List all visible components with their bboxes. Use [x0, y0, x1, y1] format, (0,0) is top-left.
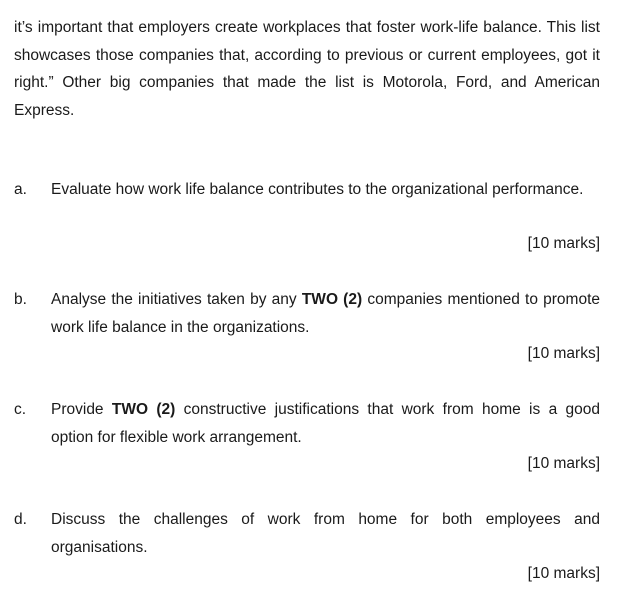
question-letter: c.	[14, 401, 27, 418]
question-text-part: Analyse the initiatives taken by any	[51, 291, 302, 308]
question-text	[51, 506, 600, 561]
question-marks: [10 marks]	[527, 235, 600, 252]
intro-paragraph: it’s important that employers create workplaces that foster work-life balance. This list showcases those companies that, according to previous or current employees, got it right.” Other big companies that made the list is Motorola, Ford, and American Express.	[14, 19, 600, 119]
question-marks: [10 marks]	[527, 455, 600, 472]
question-text	[51, 286, 600, 341]
question-letter: a.	[14, 181, 27, 198]
question-text-part: Discuss the challenges of work from home for both employees and organisations.	[51, 511, 600, 556]
question-text-part: Provide	[51, 401, 112, 418]
question-marks: [10 marks]	[527, 345, 600, 362]
question-text-part: companies mentioned to promote work life balance in the organizations.	[51, 291, 601, 336]
question-marks: [10 marks]	[527, 565, 600, 582]
question-text	[51, 176, 600, 204]
question-emphasis: TWO (2)	[301, 291, 363, 308]
question-letter: d.	[14, 511, 27, 528]
question-text-part: constructive justifications that work from home is a good option for flexible work arrangement.	[51, 401, 600, 446]
question-text	[51, 396, 600, 451]
question-text-part: Evaluate how work life balance contributes to the organizational performance.	[51, 181, 584, 198]
question-letter: b.	[14, 291, 27, 308]
question-emphasis: TWO (2)	[111, 401, 176, 418]
